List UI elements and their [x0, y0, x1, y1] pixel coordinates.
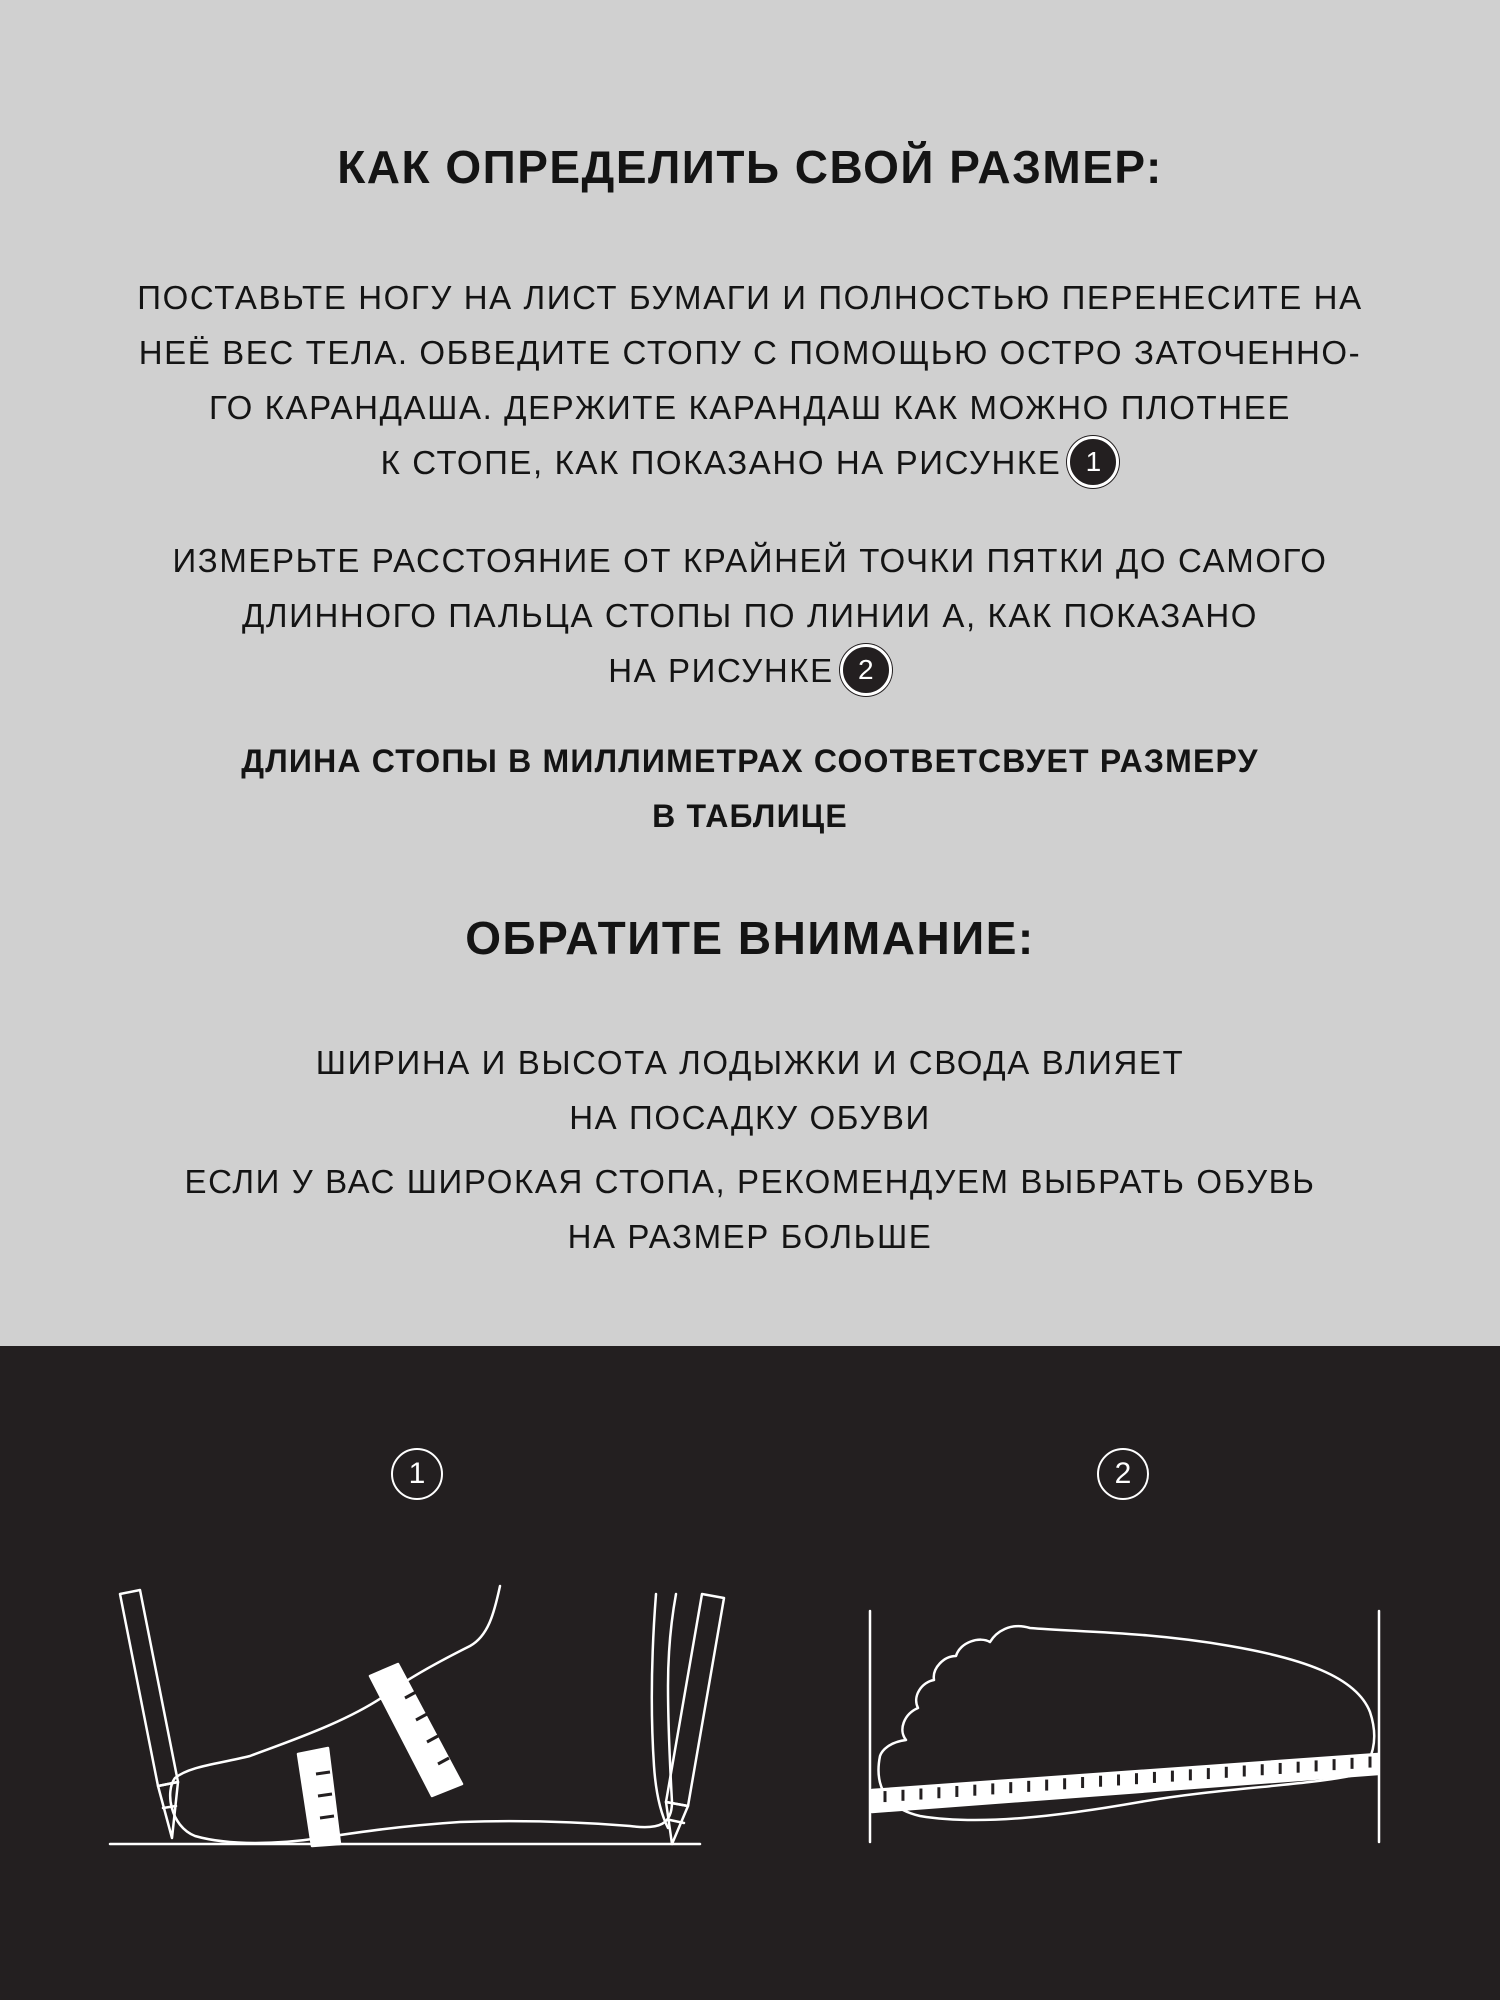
attention-item1-line: ШИРИНА И ВЫСОТА ЛОДЫЖКИ И СВОДА ВЛИЯЕТ: [315, 1044, 1185, 1081]
attention-item2: [0, 1154, 1500, 1264]
attention-item1: [0, 1035, 1500, 1145]
attention-item1-line: НА ПОСАДКУ ОБУВИ: [569, 1099, 931, 1136]
size-note: [0, 734, 1500, 844]
step2-text: [0, 533, 1500, 699]
attention-item2-line: ЕСЛИ У ВАС ШИРОКАЯ СТОПА, РЕКОМЕНДУЕМ ВЫБРАТЬ ОБУВЬ: [184, 1163, 1316, 1200]
figure2-label: 2: [1097, 1448, 1149, 1500]
figure1-badge: 1: [1067, 436, 1119, 488]
step1-line: ГО КАРАНДАША. ДЕРЖИТЕ КАРАНДАШ КАК МОЖНО ПЛОТНЕЕ: [209, 389, 1291, 426]
step1-line: НЕЁ ВЕС ТЕЛА. ОБВЕДИТЕ СТОПУ С ПОМОЩЬЮ ОСТРО ЗАТОЧЕННО-: [138, 334, 1362, 371]
figure1-label: 1: [391, 1448, 443, 1500]
step1-line: ПОСТАВЬТЕ НОГУ НА ЛИСТ БУМАГИ И ПОЛНОСТЬЮ ПЕРЕНЕСИТЕ НА: [137, 279, 1363, 316]
step1-line: К СТОПЕ, КАК ПОКАЗАНО НА РИСУНКЕ: [380, 444, 1062, 481]
step2-line: НА РИСУНКЕ: [608, 652, 834, 689]
attention-item2-line: НА РАЗМЕР БОЛЬШЕ: [567, 1218, 933, 1255]
size-note-line: В ТАБЛИЦЕ: [652, 798, 848, 834]
figure2-badge: 2: [840, 644, 892, 696]
size-note-line: ДЛИНА СТОПЫ В МИЛЛИМЕТРАХ СООТВЕТСВУЕТ РАЗМЕРУ: [241, 743, 1259, 779]
step1-text: [0, 270, 1500, 491]
step1-line-last: [0, 435, 1500, 491]
illustrations-panel: [0, 1346, 1500, 2000]
step2-line-last: [0, 643, 1500, 699]
step2-line: ИЗМЕРЬТЕ РАССТОЯНИЕ ОТ КРАЙНЕЙ ТОЧКИ ПЯТКИ ДО САМОГО: [172, 542, 1328, 579]
size-title: КАК ОПРЕДЕЛИТЬ СВОЙ РАЗМЕР:: [337, 141, 1163, 193]
figure2-foot-length-illustration: [0, 1346, 1500, 2000]
attention-title: ОБРАТИТЕ ВНИМАНИЕ:: [465, 912, 1035, 964]
step2-line: ДЛИННОГО ПАЛЬЦА СТОПЫ ПО ЛИНИИ А, КАК ПОКАЗАНО: [241, 597, 1259, 634]
